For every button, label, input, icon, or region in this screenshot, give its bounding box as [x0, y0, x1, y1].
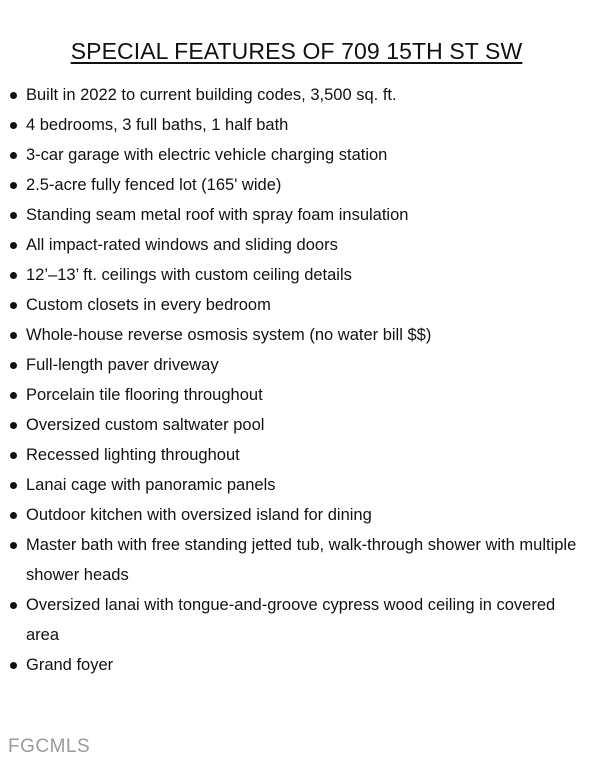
- page-title: SPECIAL FEATURES OF 709 15TH ST SW: [70, 38, 523, 64]
- feature-text: 3-car garage with electric vehicle charging station: [26, 146, 388, 164]
- list-item: [8, 200, 578, 230]
- feature-text: Standing seam metal roof with spray foam insulation: [26, 206, 409, 224]
- list-item: [8, 500, 578, 530]
- bullet-icon: [10, 182, 17, 189]
- list-item: [8, 410, 578, 440]
- bullet-icon: [10, 392, 17, 399]
- list-item: [8, 230, 578, 260]
- list-item: [8, 80, 578, 110]
- list-item: [8, 440, 578, 470]
- bullet-icon: [10, 92, 17, 99]
- bullet-icon: [10, 272, 17, 279]
- bullet-icon: [10, 152, 17, 159]
- list-item: [8, 380, 578, 410]
- list-item: [8, 320, 578, 350]
- list-item: [8, 170, 578, 200]
- feature-text: 4 bedrooms, 3 full baths, 1 half bath: [26, 116, 289, 134]
- feature-text: 2.5-acre fully fenced lot (165' wide): [26, 176, 282, 194]
- bullet-icon: [10, 332, 17, 339]
- feature-text: Porcelain tile flooring throughout: [26, 386, 263, 404]
- feature-text: Custom closets in every bedroom: [26, 296, 271, 314]
- list-item: [8, 140, 578, 170]
- list-item: [8, 590, 578, 650]
- list-item: [8, 260, 578, 290]
- bullet-icon: [10, 122, 17, 129]
- bullet-icon: [10, 242, 17, 249]
- bullet-icon: [10, 482, 17, 489]
- list-item: [8, 650, 578, 680]
- bullet-icon: [10, 452, 17, 459]
- list-item: [8, 470, 578, 500]
- feature-text: Outdoor kitchen with oversized island for dining: [26, 506, 372, 524]
- list-item: [8, 110, 578, 140]
- feature-text: Grand foyer: [26, 656, 114, 674]
- list-item: [8, 350, 578, 380]
- bullet-icon: [10, 362, 17, 369]
- list-item: [8, 530, 578, 590]
- bullet-icon: [10, 512, 17, 519]
- feature-text: Lanai cage with panoramic panels: [26, 476, 276, 494]
- feature-text: All impact-rated windows and sliding doors: [26, 236, 338, 254]
- bullet-icon: [10, 302, 17, 309]
- feature-text: Oversized custom saltwater pool: [26, 416, 265, 434]
- bullet-icon: [10, 212, 17, 219]
- feature-list: [8, 80, 578, 680]
- bullet-icon: [10, 422, 17, 429]
- feature-text: Recessed lighting throughout: [26, 446, 240, 464]
- feature-text: Full-length paver driveway: [26, 356, 219, 374]
- feature-text: 12’–13’ ft. ceilings with custom ceiling details: [26, 266, 352, 284]
- bullet-icon: [10, 662, 17, 669]
- feature-text: Built in 2022 to current building codes, 3,500 sq. ft.: [26, 86, 397, 104]
- bullet-icon: [10, 542, 17, 549]
- bullet-icon: [10, 602, 17, 609]
- list-item: [8, 290, 578, 320]
- feature-text: Oversized lanai with tongue-and-groove cypress wood ceiling in covered area: [26, 596, 556, 644]
- feature-text: Whole-house reverse osmosis system (no water bill $$): [26, 326, 432, 344]
- feature-text: Master bath with free standing jetted tub, walk-through shower with multiple shower heads: [26, 536, 577, 584]
- mls-watermark: FGCMLS: [8, 736, 91, 757]
